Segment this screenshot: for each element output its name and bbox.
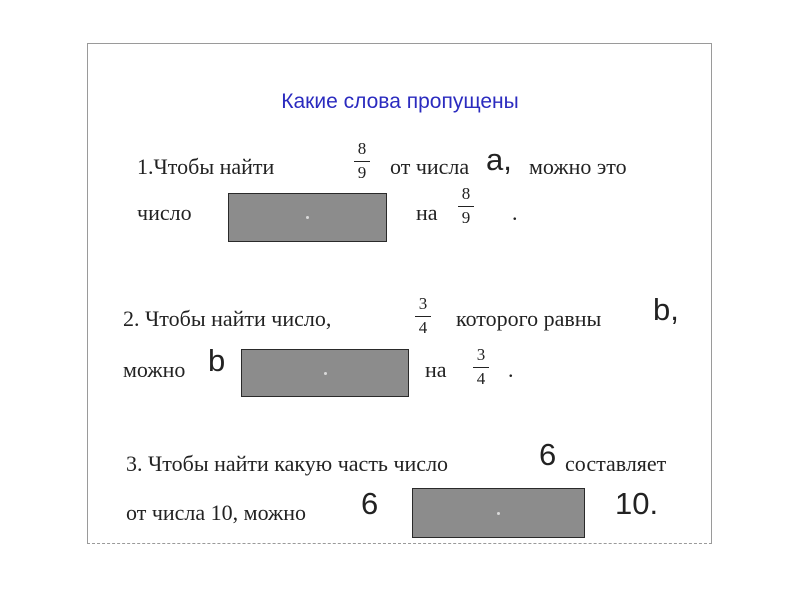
q1-line1-mid: от числа	[390, 154, 470, 179]
q1-line2-start: число	[137, 200, 192, 225]
q2-line2-after: на	[425, 357, 447, 382]
slide-bottom-rule	[87, 543, 712, 544]
q2-fraction-2	[471, 346, 491, 388]
q2-line2-start: можно	[123, 357, 186, 382]
q3-answer-blank[interactable]	[412, 488, 585, 538]
q2-line1-start: 2. Чтобы найти число,	[123, 306, 332, 331]
q2-variable-b: b,	[653, 292, 679, 327]
page-title: Какие слова пропущены	[281, 90, 519, 113]
q3-line1-start: 3. Чтобы найти какую часть число	[126, 451, 449, 476]
q1-fraction-2-numerator: 8	[461, 184, 471, 203]
q1-fraction-1-bar	[354, 161, 370, 162]
q1-blank-dot	[306, 216, 309, 219]
q3-variable-6: 6	[539, 437, 557, 472]
q1-fraction-2	[456, 185, 476, 227]
q3-variable-6-2: 6	[361, 486, 379, 521]
q3-line2-end: 10.	[615, 486, 659, 521]
q2-fraction-1-denominator: 4	[418, 318, 428, 337]
q1-variable-a: а,	[486, 142, 512, 177]
q3-blank-dot	[497, 512, 500, 515]
q2-variable-b-2: b	[208, 343, 226, 378]
q3-line1-end: составляет	[565, 451, 667, 476]
q2-blank-dot	[324, 372, 327, 375]
q1-line1-end: можно это	[529, 154, 627, 179]
q2-line1-mid: которого равны	[456, 306, 602, 331]
q1-answer-blank[interactable]	[228, 193, 387, 242]
q1-line2-after: на	[416, 200, 438, 225]
q2-fraction-1-numerator: 3	[418, 294, 428, 313]
q1-fraction-1-numerator: 8	[357, 139, 367, 158]
q2-fraction-2-denominator: 4	[476, 369, 486, 388]
q2-fraction-2-bar	[473, 367, 489, 368]
q2-fraction-1	[413, 295, 433, 337]
q1-fraction-1-denominator: 9	[357, 163, 367, 182]
q3-line2-start: от числа 10, можно	[126, 500, 307, 525]
q2-fraction-2-numerator: 3	[476, 345, 486, 364]
q1-fraction-1	[352, 140, 372, 182]
q2-fraction-1-bar	[415, 316, 431, 317]
q2-answer-blank[interactable]	[241, 349, 409, 397]
q1-fraction-2-bar	[458, 206, 474, 207]
q1-line1-start: 1.Чтобы найти	[137, 154, 275, 179]
q1-fraction-2-denominator: 9	[461, 208, 471, 227]
q1-end-mark: .	[512, 200, 518, 225]
q2-end-mark: .	[508, 357, 514, 382]
